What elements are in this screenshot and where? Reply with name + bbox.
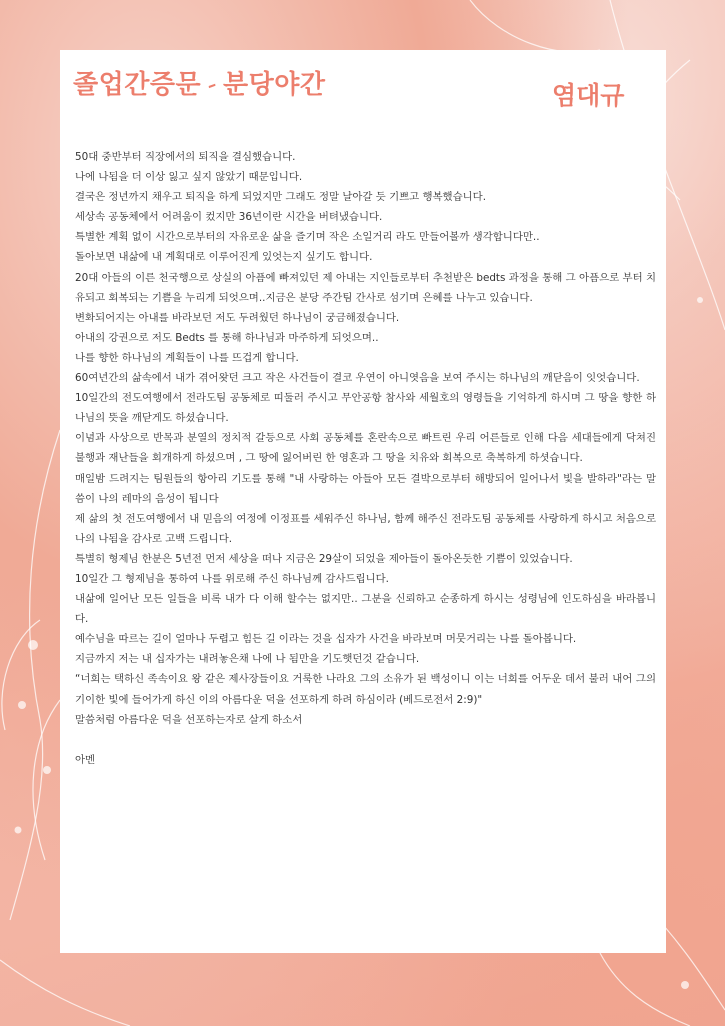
title-right: 분당야간 — [222, 70, 326, 100]
paragraph: 세상속 공동체에서 어려움이 컸지만 36년이란 시간을 버텨냈습니다. — [75, 211, 383, 224]
paragraph: 이념과 사상으로 반목과 분열의 정치적 갈등으로 사회 공동체를 혼란속으로 빠트린 우리 어른들로 인해 다음 세대들에게 닥쳐진 불행과 재난들을 회개하게 하셨으며 , 그 땅에 잃어버린 한 영혼과 그 땅을 치유와 회복으로 축복하게 하셧습니다. — [75, 432, 656, 465]
paragraph: 내삶에 일어난 모든 일들을 비록 내가 다 이해 할수는 없지만.. 그분을 신뢰하고 순종하게 하시는 성령님에 인도하심을 바라봅니다. — [75, 593, 656, 626]
paragraph: 나에 나됨을 더 이상 잃고 싶지 않았기 때문입니다. — [75, 171, 303, 184]
paragraph: 변화되어지는 아내를 바라보던 저도 두려웠던 하나님이 궁금해졌습니다. — [75, 311, 400, 324]
title-left: 졸업간증문 — [73, 70, 202, 100]
paragraph: 결국은 정년까지 채우고 퇴직을 하게 되었지만 그래도 정말 날아갈 듯 기쁘고 행복했습니다. — [75, 191, 487, 204]
paragraph: 20대 아들의 이른 천국행으로 상실의 아픔에 빠져있던 제 아내는 지인들로부터 추천받은 bedts 과정을 통해 그 아픔으로 부터 치유되고 회복되는 기쁨을 누리게 되엇으며..지금은 분당 주간팀 간사로 섬기며 은혜를 나누고 있습니다. — [75, 271, 656, 304]
closing-amen: 아멘 — [75, 753, 96, 766]
title-separator: - — [202, 69, 222, 101]
paragraph: 예수님을 따르는 길이 얼마나 두렵고 힘든 길 이라는 것을 십자가 사건을 바라보며 머뭇거리는 나를 돌아봅니다. — [75, 633, 577, 646]
paragraph: “너희는 택하신 족속이요 왕 같은 제사장들이요 거룩한 나라요 그의 소유가 된 백성이니 이는 너희를 어두운 데서 불러 내어 그의 기이한 빛에 들어가게 하신 이의 아름다운 덕을 선포하게 하려 하심이라 (베드로전서 2:9)" — [75, 673, 656, 706]
paragraph: 60여년간의 삶속에서 내가 겪어왓던 크고 작은 사건들이 결코 우연이 아니엿음을 보여 주시는 하나님의 깨닫음이 잇엇습니다. — [75, 372, 640, 385]
paragraph: 돌아보면 내삶에 내 계획대로 이루어진게 있엇는지 싶기도 합니다. — [75, 251, 373, 264]
paragraph: 말씀처럼 아름다운 덕을 선포하는자로 살게 하소서 — [75, 713, 303, 726]
paragraph: 매일밤 드려지는 팀원들의 항아리 기도를 통해 "내 사랑하는 아들아 모든 결박으로부터 해방되어 일어나서 빛을 발하라"라는 말씀이 나의 레마의 음성이 됩니다 — [75, 472, 656, 505]
paragraph: 특별한 계획 없이 시간으로부터의 자유로운 삶을 즐기며 작은 소일거리 라도 만들어볼까 생각합니다만.. — [75, 231, 540, 244]
testimony-body — [75, 147, 656, 770]
paragraph: 지금까지 저는 내 십자가는 내려놓은채 나에 나 됨만을 기도햇던것 같습니다. — [75, 653, 420, 666]
paragraph: 50대 중반부터 직장에서의 퇴직을 결심했습니다. — [75, 151, 296, 163]
paragraph: 특별히 형제님 한분은 5년전 먼저 세상을 떠나 지금은 29살이 되었을 제아들이 돌아온듯한 기쁨이 있었습니다. — [75, 552, 573, 565]
author-name: 염대규 — [552, 81, 625, 110]
paragraph: 나를 향한 하나님의 계획들이 나를 뜨겁게 합니다. — [75, 351, 299, 364]
paragraph: 아내의 강권으로 저도 Bedts 를 통해 하나님과 마주하게 되엇으며.. — [75, 331, 379, 344]
paragraph: 10일간 그 형제님을 통하여 나를 위로해 주신 하나님께 감사드립니다. — [75, 572, 389, 585]
paragraph: 제 삶의 첫 전도여행에서 내 믿음의 여정에 이정표를 세워주신 하나님, 함께 해주신 전라도팀 공동체를 사랑하게 하시고 처음으로 나의 나됨을 감사로 고백 드립니다. — [75, 512, 656, 545]
paragraph: 10일간의 전도여행에서 전라도팀 공동체로 띠둘러 주시고 무안공항 참사와 세월호의 영령들을 기억하게 하시며 그 땅을 향한 하나님의 뜻을 깨닫게도 하셨습니다. — [75, 392, 656, 425]
page-title — [73, 64, 325, 101]
